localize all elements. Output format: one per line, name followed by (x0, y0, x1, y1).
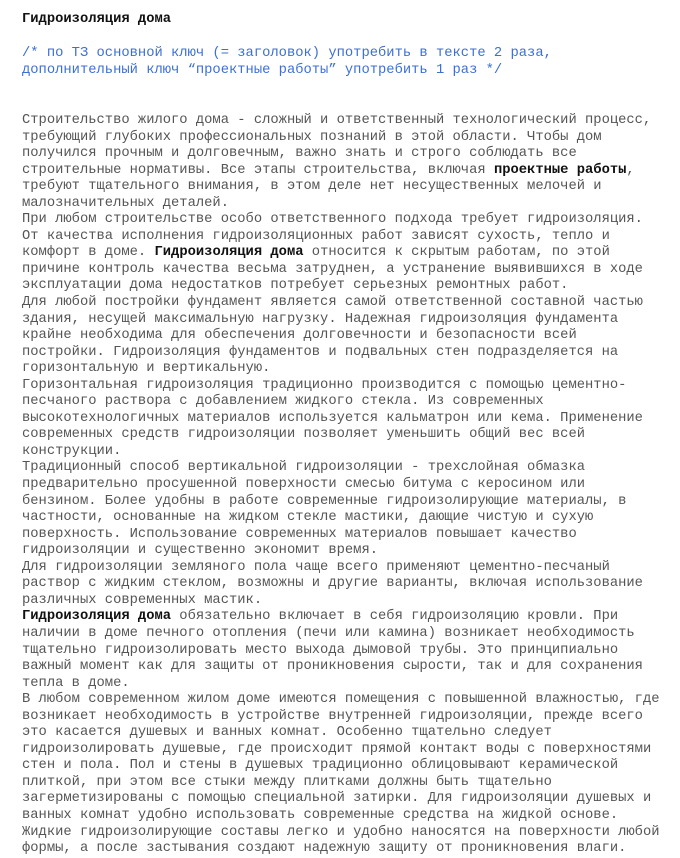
text-segment: Горизонтальная гидроизоляция традиционно производится с помощью цементно- (22, 377, 627, 393)
text-segment: Традиционный способ вертикальной гидроизоляции - трехслойная обмазка (22, 460, 586, 476)
text-line (22, 444, 672, 461)
text-segment: различных современных мастик. (22, 592, 263, 608)
text-line (22, 791, 672, 808)
text-segment: современных средств гидроизоляции позволяет уменьшить общий вес всей (22, 427, 586, 443)
text-line (22, 825, 672, 842)
text-segment: песчаного раствора с добавлением жидкого стекла. Из современных (22, 394, 544, 410)
text-segment: эксплуатации дома недостатков потребует серьезных ремонтных работ. (22, 278, 569, 294)
text-segment: важный момент как для защиты от проникновения сырости, так и для сохранения (22, 659, 643, 675)
text-line (22, 609, 672, 626)
text-segment: загерметизированы с помощью специальной затирки. Для гидроизоляции душевых и (22, 791, 652, 807)
text-line (22, 626, 672, 643)
text-line (22, 460, 672, 477)
text-segment: строительные нормативы. Все этапы строительства, включая (22, 162, 494, 178)
text-line (22, 345, 672, 362)
text-segment: гидроизоляции и существенно экономит время. (22, 543, 379, 559)
text-segment: Жидкие гидроизолирующие составы легко и удобно наносятся на поверхности любой (22, 824, 660, 840)
text-line (22, 808, 672, 825)
text-line (22, 494, 672, 511)
text-line (22, 361, 672, 378)
paragraph (22, 692, 672, 857)
text-segment: Для гидроизоляции земляного пола чаще всего применяют цементно-песчаный (22, 559, 610, 575)
text-segment: поверхность. Использование современных материалов повышает качество (22, 526, 577, 542)
text-segment: частности, основанные на жидком стекле мастики, дающие чистую и сухую (22, 510, 594, 526)
text-segment: малозначительных деталей. (22, 195, 229, 211)
text-line (22, 427, 672, 444)
text-segment: обязательно включает в себя гидроизоляцию кровли. При (171, 609, 619, 625)
text-segment: требующий глубоких профессиональных познаний в этой области. Чтобы дом (22, 129, 602, 145)
text-line (22, 775, 672, 792)
text-segment: гидроизолировать душевые, где происходит прямой контакт воды с поверхностями (22, 741, 652, 757)
text-line (22, 477, 672, 494)
text-line (22, 510, 672, 527)
text-segment: возникает необходимость в устройстве внутренней гидроизоляции, прежде всего (22, 708, 643, 724)
text-segment: здания, несущей максимальную нагрузку. Надежная гидроизоляция фундамента (22, 311, 619, 327)
paragraph (22, 295, 672, 378)
text-line (22, 113, 672, 130)
text-segment: От качества исполнения гидроизоляционных работ зависят сухость, тепло и (22, 228, 610, 244)
text-line (22, 643, 672, 660)
text-line (22, 130, 672, 147)
text-segment: относится к скрытым работам, по этой (303, 245, 610, 261)
paragraph (22, 460, 672, 559)
text-line (22, 676, 672, 693)
text-line (22, 212, 672, 229)
text-segment: постройки. Гидроизоляция фундаментов и подвальных стен подразделяется на (22, 344, 619, 360)
paragraph (22, 560, 672, 610)
text-segment: При любом строительстве особо ответственного подхода требует гидроизоляция. (22, 212, 643, 228)
text-segment: стен и пола. Пол и стены в душевых традиционно облицовывают керамической (22, 758, 619, 774)
text-line (22, 229, 672, 246)
paragraph (22, 113, 672, 212)
text-segment: тепла в доме. (22, 675, 130, 691)
text-line (22, 196, 672, 213)
text-line (22, 692, 672, 709)
text-segment: формы, а после застывания создают надежную защиту от проникновения влаги. (22, 841, 627, 857)
text-line (22, 378, 672, 395)
text-line (22, 576, 672, 593)
comment-line: /* по ТЗ основной ключ (= заголовок) употребить в тексте 2 раза, (22, 46, 552, 61)
text-segment: горизонтальную и вертикальную. (22, 361, 271, 377)
text-segment: наличии в доме печного отопления (печи или камина) возникает необходимость (22, 625, 635, 641)
text-segment: Для любой постройки фундамент является самой ответственной составной частью (22, 295, 643, 311)
text-segment: В любом современном жилом доме имеются помещения с повышенной влажностью, где (22, 692, 660, 708)
text-segment: получился прочным и долговечным, важно знать и строго соблюдать все (22, 146, 577, 162)
text-segment: это касается душевых и ванных комнат. Особенно тщательно следует (22, 725, 552, 741)
text-line (22, 278, 672, 295)
text-line (22, 262, 672, 279)
keyword-highlight: Гидроизоляция дома (154, 245, 304, 261)
text-line (22, 742, 672, 759)
text-line (22, 593, 672, 610)
text-line (22, 758, 672, 775)
text-segment: ванных комнат удобно использовать современные средства на жидкой основе. (22, 807, 619, 823)
text-line (22, 394, 672, 411)
text-line (22, 328, 672, 345)
text-segment: причине контроль качества весьма затруднен, а устранение выявившихся в ходе (22, 261, 643, 277)
text-line (22, 179, 672, 196)
text-segment: , (626, 162, 635, 178)
paragraph (22, 212, 672, 295)
text-line (22, 543, 672, 560)
text-line (22, 527, 672, 544)
text-segment: тщательно гидроизолировать место выхода дымовой трубы. Это принципиально (22, 642, 619, 658)
paragraph (22, 378, 672, 461)
text-line (22, 725, 672, 742)
document-body (22, 113, 672, 858)
text-segment: крайне необходима для обеспечения долговечности и безопасности всей (22, 328, 577, 344)
keyword-highlight: Гидроизоляция дома (22, 609, 172, 625)
text-segment: высокотехнологичных материалов используется кальматрон или кема. Применение (22, 410, 643, 426)
text-line (22, 146, 672, 163)
text-segment: предварительно просушенной поверхности смесью битума с керосином или (22, 477, 586, 493)
paragraph (22, 609, 672, 692)
text-line (22, 163, 672, 180)
text-line (22, 560, 672, 577)
text-line (22, 312, 672, 329)
text-line (22, 411, 672, 428)
text-line (22, 295, 672, 312)
text-segment: комфорт в доме. (22, 245, 155, 261)
text-line (22, 841, 672, 858)
comment-line: дополнительный ключ “проектные работы” употребить 1 раз */ (22, 63, 503, 78)
text-segment: Строительство жилого дома - сложный и ответственный технологический процесс, (22, 113, 652, 128)
text-segment: раствор с жидким стеклом, возможны и другие варианты, включая использование (22, 576, 643, 592)
text-line (22, 659, 672, 676)
document-title: Гидроизоляция дома (22, 12, 172, 27)
text-line (22, 245, 672, 262)
keyword-highlight: проектные работы (493, 162, 627, 178)
editor-comment (22, 45, 672, 79)
text-segment: плиткой, при этом все стыки между плитками должны быть тщательно (22, 774, 552, 790)
text-segment: конструкции. (22, 443, 122, 459)
text-line (22, 709, 672, 726)
text-segment: требуют тщательного внимания, в этом деле нет несущественных мелочей и (22, 179, 602, 195)
text-segment: бензином. Более удобны в работе современные гидроизолирующие материалы, в (22, 493, 627, 509)
document (22, 11, 672, 858)
